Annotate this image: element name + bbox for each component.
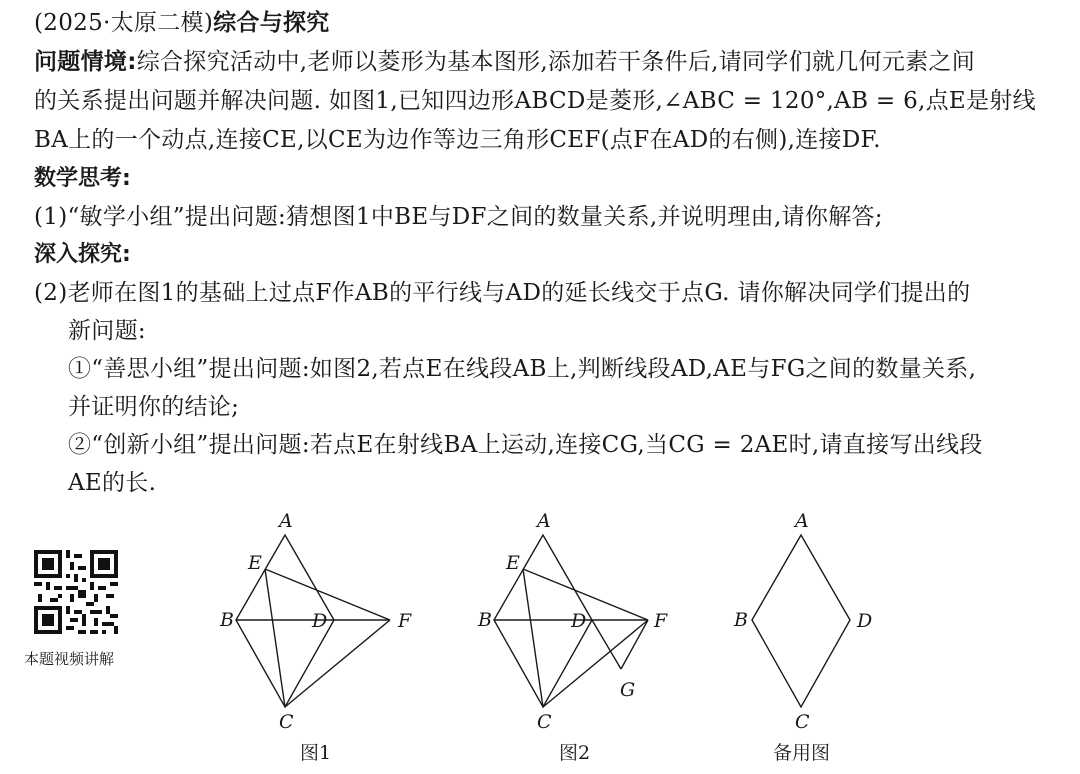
figure-1-caption: 图1 (300, 742, 332, 764)
label-a: A (537, 510, 551, 532)
question-2a-line-1: ①“善思小组”提出问题:如图2,若点E在线段AB上,判断线段AD,AE与FG之间的数量关系, (68, 356, 977, 382)
label-a: A (279, 510, 293, 532)
label-a: A (795, 510, 809, 532)
question-2b-line-2: AE的长. (68, 470, 157, 496)
problem-source: (2025·太原二模) (34, 10, 214, 36)
figure-3 (726, 505, 886, 770)
label-f: F (398, 610, 412, 632)
math-thinking-heading: 数学思考: (34, 166, 131, 191)
label-e: E (248, 552, 262, 574)
figure-3-caption: 备用图 (773, 742, 831, 764)
question-2b-line-1: ②“创新小组”提出问题:若点E在射线BA上运动,连接CG,当CG = 2AE时,请直接写出线段 (68, 432, 983, 458)
label-d: D (857, 610, 873, 632)
segment-ec (523, 569, 543, 707)
problem-header (34, 8, 330, 38)
segment-ef (265, 569, 390, 620)
question-2-line-2: 新问题: (68, 318, 146, 344)
label-c: C (279, 711, 294, 733)
rhombus-abcd (752, 535, 850, 707)
qr-caption: 本题视频讲解 (24, 650, 115, 668)
figure-2 (468, 505, 688, 770)
label-c: C (537, 711, 552, 733)
label-f: F (654, 610, 668, 632)
segment-fg (621, 620, 648, 669)
label-e: E (506, 552, 520, 574)
segment-ec (265, 569, 285, 707)
context-line-2: 的关系提出问题并解决问题. 如图1,已知四边形ABCD是菱形,∠ABC = 120°,AB = 6,点E是射线 (34, 88, 1036, 114)
context-line-3: BA上的一个动点,连接CE,以CE为边作等边三角形CEF(点F在AD的右侧),连接DF. (34, 127, 881, 153)
qr-code[interactable] (34, 550, 118, 634)
context-label: 问题情境: (34, 49, 137, 75)
segment-cf (285, 620, 390, 707)
figure-1 (210, 505, 430, 770)
label-d: D (571, 610, 587, 632)
label-d: D (312, 610, 328, 632)
label-c: C (795, 711, 810, 733)
label-g: G (620, 679, 636, 701)
problem-title: 综合与探究 (213, 10, 330, 36)
question-1: (1)“敏学小组”提出问题:猜想图1中BE与DF之间的数量关系,并说明理由,请你解答; (34, 204, 883, 230)
label-b: B (220, 609, 234, 631)
question-2-line-1: (2)老师在图1的基础上过点F作AB的平行线与AD的延长线交于点G. 请你解决同学们提出的 (34, 280, 971, 306)
figure-2-caption: 图2 (559, 742, 591, 764)
question-2a-line-2: 并证明你的结论; (68, 394, 240, 420)
segment-dg (592, 620, 621, 669)
label-b: B (478, 609, 492, 631)
label-b: B (734, 609, 748, 631)
deep-inquiry-heading: 深入探究: (34, 242, 131, 267)
context-line-1 (34, 47, 975, 77)
context-text-1: 综合探究活动中,老师以菱形为基本图形,添加若干条件后,请同学们就几何元素之间 (136, 49, 976, 75)
